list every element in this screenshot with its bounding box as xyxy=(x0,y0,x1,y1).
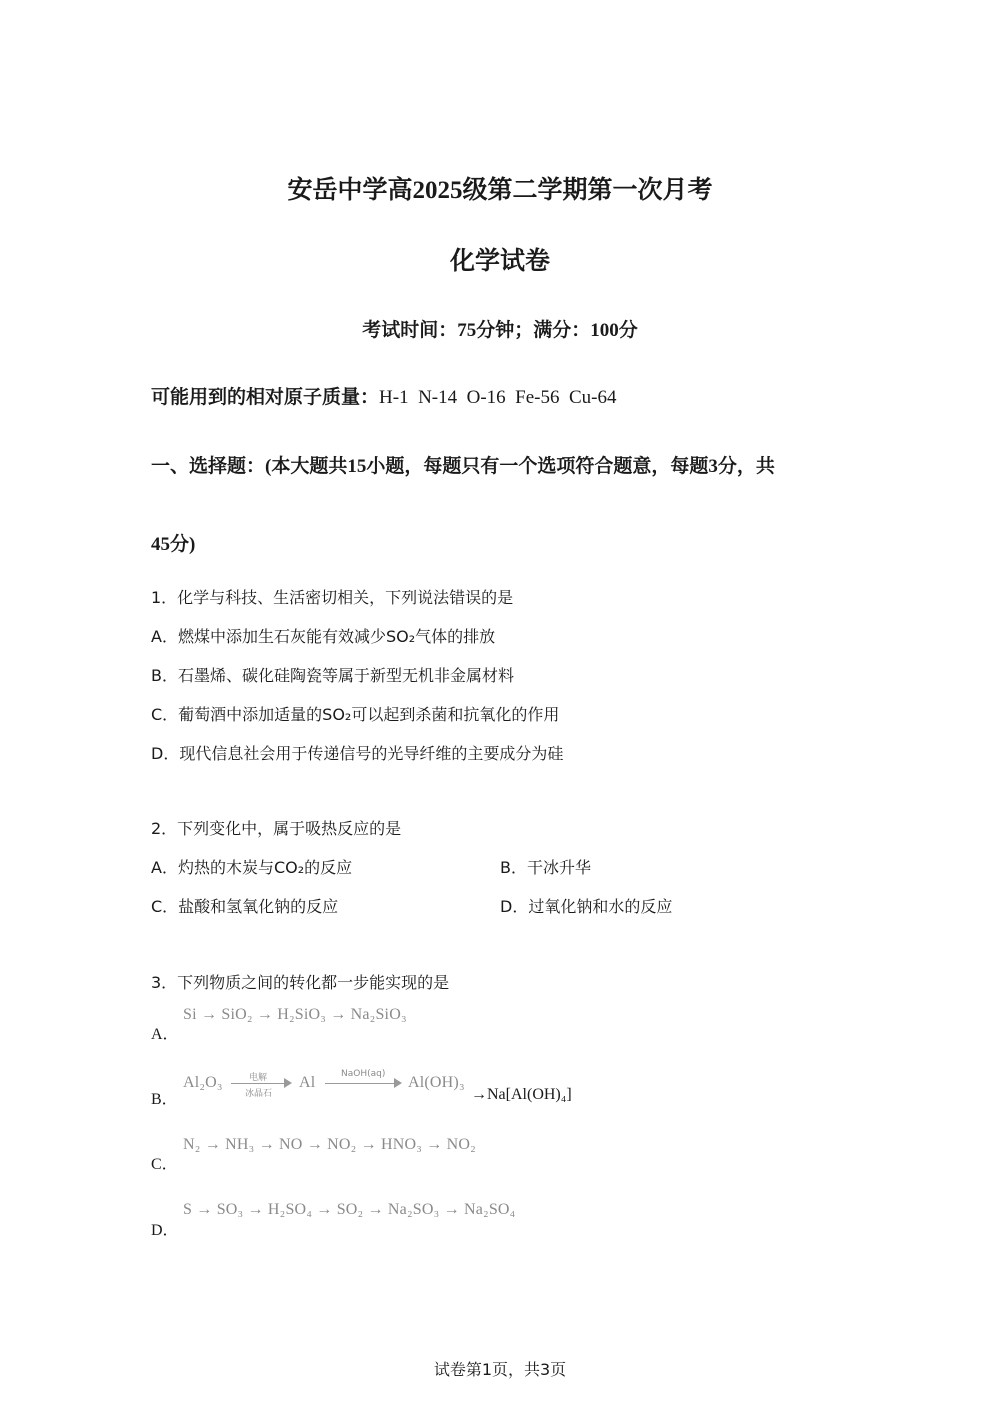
q3-option-d-formula: S → SO₃ → H₂SO₄ → SO₂ → Na₂SO₃ → Na₂SO₄ xyxy=(183,1201,516,1218)
q3-option-d-label: D． xyxy=(151,1222,179,1239)
q3-option-c-label: C． xyxy=(151,1156,178,1173)
q3-stem: 3．下列物质之间的转化都一步能实现的是 xyxy=(151,973,450,992)
page-footer: 试卷第1页，共3页 xyxy=(433,1360,567,1379)
q3-b-part2: Al xyxy=(299,1074,316,1091)
q1-option-d: D．现代信息社会用于传递信号的光导纤维的主要成分为硅 xyxy=(151,744,564,763)
q3-option-a-formula: Si → SiO₂ → H₂SiO₃ → Na₂SiO₃ xyxy=(183,1006,407,1023)
q2-option-b: B．干冰升华 xyxy=(500,858,591,877)
q3-option-a-label: A． xyxy=(151,1026,179,1043)
q3-option-b-label: B． xyxy=(151,1091,178,1108)
atomic-masses-values: H-1 N-14 O-16 Fe-56 Cu-64 xyxy=(379,387,617,408)
q1-option-a: A．燃煤中添加生石灰能有效减少SO₂气体的排放 xyxy=(151,627,496,646)
q3-b-arrow2-line xyxy=(325,1083,397,1084)
section1-heading-line2: 45分) xyxy=(151,534,196,555)
q3-b-arrow2 xyxy=(325,1066,403,1096)
q3-b-part3: Al(OH)₃ xyxy=(408,1074,465,1091)
q3-b-arrow1-line xyxy=(231,1083,287,1084)
q3-option-c-formula: N₂ → NH₃ → NO → NO₂ → HNO₃ → NO₂ xyxy=(183,1136,476,1153)
q3-b-arrow2-top: NaOH(aq) xyxy=(341,1069,386,1079)
section1-heading-line1: 一、选择题：(本大题共15小题，每题只有一个选项符合题意，每题3分，共 xyxy=(151,456,775,477)
q1-option-b: B．石墨烯、碳化硅陶瓷等属于新型无机非金属材料 xyxy=(151,666,514,685)
q3-b-arrow2-head xyxy=(394,1078,402,1088)
atomic-masses-line xyxy=(151,382,617,409)
exam-title: 安岳中学高2025级第二学期第一次月考 xyxy=(287,177,713,204)
q3-b-arrow1-head xyxy=(284,1078,292,1088)
q1-stem: 1．化学与科技、生活密切相关，下列说法错误的是 xyxy=(151,588,514,607)
exam-subtitle: 化学试卷 xyxy=(449,248,550,275)
q3-b-arrow1-bottom: 冰晶石 xyxy=(245,1089,273,1099)
q3-b-suffix: →Na[Al(OH)₄] xyxy=(471,1086,572,1103)
q2-option-a: A．灼热的木炭与CO₂的反应 xyxy=(151,858,353,877)
exam-info: 考试时间：75分钟；满分：100分 xyxy=(362,320,638,341)
q1-option-c: C．葡萄酒中添加适量的SO₂可以起到杀菌和抗氧化的作用 xyxy=(151,705,560,724)
q2-option-d: D．过氧化钠和水的反应 xyxy=(500,897,673,916)
q2-stem: 2．下列变化中，属于吸热反应的是 xyxy=(151,819,402,838)
q3-b-part1: Al₂O₃ xyxy=(183,1074,223,1091)
atomic-masses-label: 可能用到的相对原子质量： xyxy=(151,387,380,408)
q2-option-c: C．盐酸和氢氧化钠的反应 xyxy=(151,897,339,916)
q3-b-arrow1 xyxy=(231,1066,293,1099)
q3-b-arrow1-top: 电解 xyxy=(249,1073,268,1083)
